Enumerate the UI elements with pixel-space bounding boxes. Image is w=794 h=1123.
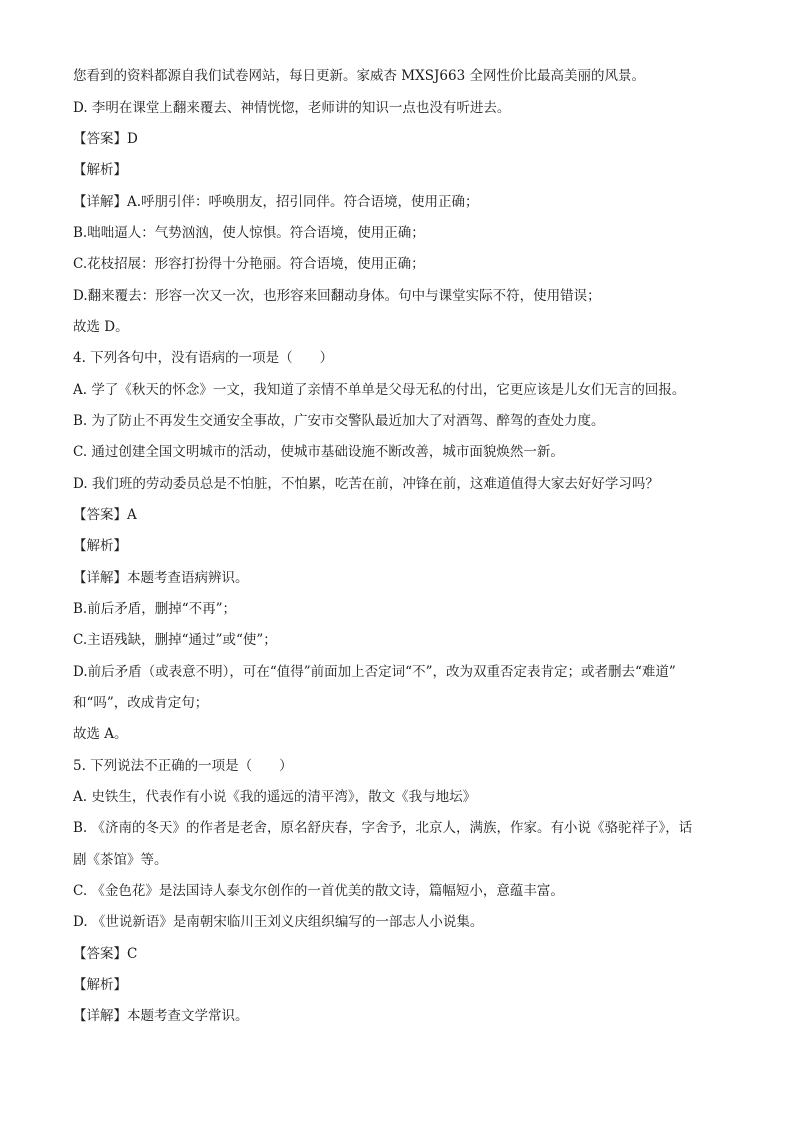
q4-option-c: C. 通过创建全国文明城市的活动，使城市基础设施不断改善，城市面貌焕然一新。 xyxy=(73,444,564,460)
q3-detail-d: D.翻来覆去：形容一次又一次，也形容来回翻动身体。句中与课堂实际不符，使用错误； xyxy=(73,288,601,304)
q4-analysis-heading: 【解析】 xyxy=(73,538,127,554)
q4-option-a: A. 学了《秋天的怀念》一文，我知道了亲情不单单是父母无私的付出，它更应该是儿女们无言的回报。 xyxy=(73,382,686,398)
q4-option-d: D. 我们班的劳动委员总是不怕脏，不怕累，吃苦在前，冲锋在前，这难道值得大家去好好学习吗？ xyxy=(73,476,659,492)
q4-stem: 4. 下列各句中，没有语病的一项是（ ） xyxy=(73,350,334,366)
q3-answer: 【答案】D xyxy=(73,131,138,147)
q4-detail-b: B.前后矛盾，删掉“不再”； xyxy=(73,601,237,617)
q5-option-b-cont: 剧《茶馆》等。 xyxy=(73,852,168,868)
q4-detail-d-cont: 和“吗”，改成肯定句； xyxy=(73,695,209,711)
q5-analysis-heading: 【解析】 xyxy=(73,977,127,993)
q3-detail-b: B.咄咄逼人：气势汹汹，使人惊惧。符合语境，使用正确； xyxy=(73,225,425,241)
q4-option-b: B. 为了防止不再发生交通安全事故，广安市交警队最近加大了对酒驾、醉驾的查处力度。 xyxy=(73,413,605,429)
q5-option-b: B. 《济南的冬天》的作者是老舍，原名舒庆春，字舍予，北京人，满族，作家。有小说《骆驼祥子》，话 xyxy=(73,820,693,836)
q5-option-a: A. 史铁生，代表作有小说《我的遥远的清平湾》，散文《我与地坛》 xyxy=(73,789,477,805)
q4-detail-c: C.主语残缺，删掉“通过”或“使”； xyxy=(73,632,277,648)
q5-stem: 5. 下列说法不正确的一项是（ ） xyxy=(73,758,293,774)
q3-conclusion: 故选 D。 xyxy=(73,319,129,335)
q3-analysis-heading: 【解析】 xyxy=(73,162,127,178)
q4-conclusion: 故选 A。 xyxy=(73,726,128,742)
q4-detail-d: D.前后矛盾（或表意不明），可在“值得”前面加上否定词“不”，改为双重否定表肯定；或者删去“难道” xyxy=(73,664,676,680)
header-notice: 您看到的资料都源自我们试卷网站，每日更新。家威杏 MXSJ663 全网性价比最高美丽的风景。 xyxy=(73,68,645,84)
q5-answer: 【答案】C xyxy=(73,946,138,962)
q3-option-d: D. 李明在课堂上翻来覆去、神情恍惚，老师讲的知识一点也没有听进去。 xyxy=(73,100,511,116)
q5-option-c: C. 《金色花》是法国诗人泰戈尔创作的一首优美的散文诗，篇幅短小，意蕴丰富。 xyxy=(73,883,564,899)
q4-detail-intro: 【详解】本题考查语病辨识。 xyxy=(73,570,249,586)
q5-detail-intro: 【详解】本题考查文学常识。 xyxy=(73,1008,249,1024)
q3-detail-c: C.花枝招展：形容打扮得十分艳丽。符合语境，使用正确； xyxy=(73,256,425,272)
q4-answer: 【答案】A xyxy=(73,507,137,523)
q3-detail-a: 【详解】A.呼朋引伴：呼唤朋友，招引同伴。符合语境，使用正确； xyxy=(73,194,479,210)
q5-option-d: D. 《世说新语》是南朝宋临川王刘义庆组织编写的一部志人小说集。 xyxy=(73,914,484,930)
